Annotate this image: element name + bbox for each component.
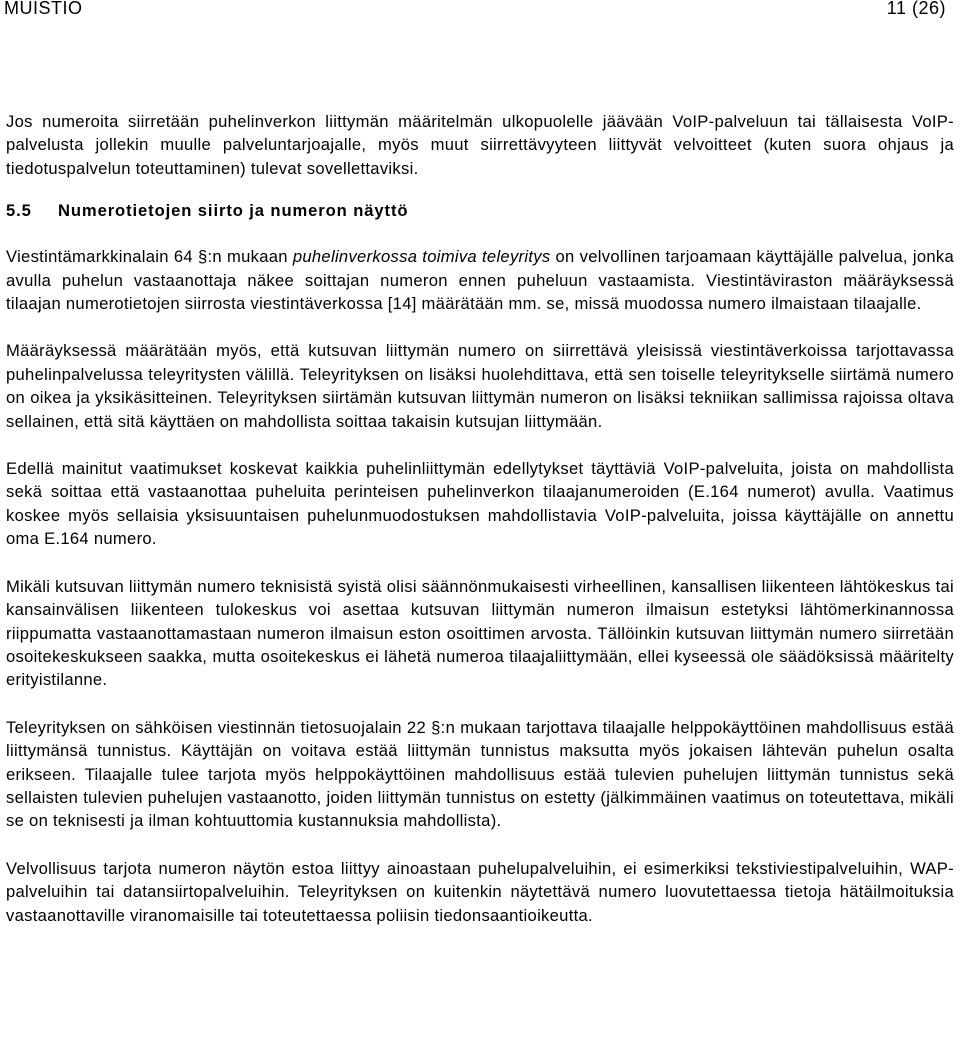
paragraph-blocking-scope: Velvollisuus tarjota numeron näytön estoa liittyy ainoastaan puhelupalveluihin, ei esimerkiksi tekstiviestipalveluihin, WAP-palveluihin tai datansiirtopalveluihin. Teleyrityksen on kuitenkin näytettävä numero luovutettaessa tietoja hätäilmoituksia vastaanottaville viranomaisille tai toteutettaessa poliisin tiedonsaantioikeutta. [6,858,954,925]
section-title: Numerotietojen siirto ja numeron näyttö [58,201,409,221]
paragraph-voip-number-portability: Jos numeroita siirretään puhelinverkon liittymän määritelmän ulkopuolelle jäävään VoIP-palveluun tai tällaisesta VoIP-palvelusta jollekin muulle palveluntarjoajalle, myös muut siirrettävyyteen liittyvät velvoitteet (kuten suora ohjaus ja tiedotuspalvelun toteuttaminen) tulevat sovellettaviksi. [6,112,954,178]
paragraph-number-transfer-rules: Määräyksessä määrätään myös, että kutsuvan liittymän numero on siirrettävä yleisissä viestintäverkoissa tarjottavassa puhelinpalvelussa teleyritysten välillä. Teleyrityksen on lisäksi huolehdittava, että sen toiselle teleyritykselle siirtämä numero on oikea ja yksikäsitteinen. Teleyrityksen siirtämän kutsuvan liittymän numeron on lisäksi tekniikan sallimissa rajoissa oltava sellainen, että sitä käyttäen on mahdollista soittaa takaisin kutsujan liittymään. [6,341,954,431]
page-header [0,0,960,22]
paragraph-text-after: on velvollinen tarjoamaan käyttäjälle palvelua, jonka avulla puhelun vastaanottaja näkee soittajan numeron ennen puheluun vastaamista. Viestintäviraston määräyksessä tilaajan numerotietojen siirrosta viestintäverkossa [14] määrätään mm. se, missä muodossa numero ilmaistaan tilaajalle. [6,247,954,314]
document-body [6,110,954,927]
paragraph-privacy-blocking: Teleyrityksen on sähköisen viestinnän tietosuojalain 22 §:n mukaan tarjottava tilaajalle helppokäyttöinen mahdollisuus estää liittymänsä tunnistus. Käyttäjän on voitava estää liittymän tunnistus maksutta myös jokaisen lähtevän puhelun osalta erikseen. Tilaajalle tulee tarjota myös helppokäyttöinen mahdollisuus estää tulevien puhelujen liittymän tunnistus sekä sellaisten tulevien puhelujen vastaanotto, joiden liittymän tunnistus on estetty (jälkimmäinen vaatimus on toteutettava, mikäli se on teknisesti ja ilman kohtuuttomia kustannuksia mahdollista). [6,717,954,831]
paragraph-text-before: Viestintämarkkinalain 64 §:n mukaan [6,247,293,267]
paragraph-faulty-number-handling: Mikäli kutsuvan liittymän numero teknisistä syistä olisi säännönmukaisesti virheellinen, kansallisen liikenteen lähtökeskus tai kansainvälisen liikenteen tulokeskus voi asettaa kutsuvan liittymän numeron ilmaisun estetyksi lähtömerkinannossa riippumatta vastaanottamastaan numeron ilmaisun eston osoittimen arvosta. Tällöinkin kutsuvan liittymän numero siirretään osoitekeskukseen saakka, mutta osoitekeskus ei lähetä numeroa tilaajaliittymään, ellei kyseessä ole säädöksissä määritelty erityistilanne. [6,576,954,690]
page-number: 11 (26) [886,0,946,18]
paragraph-caller-id-law [6,245,954,315]
paragraph-voip-requirements: Edellä mainitut vaatimukset koskevat kaikkia puhelinliittymän edellytykset täyttäviä VoIP-palveluita, joista on mahdollista sekä soittaa että vastaanottaa puheluita perinteisen puhelinverkon tilaajanumeroiden (E.164 numerot) avulla. Vaatimus koskee myös sellaisia yksisuuntaisen puhelunmuodostuksen mahdollistavia VoIP-palveluita, joissa käyttäjälle on annettu oma E.164 numero. [6,459,954,549]
section-heading [6,199,954,222]
emphasized-term: puhelinverkossa toimiva teleyritys [292,247,551,267]
section-number: 5.5 [6,201,32,221]
document-type-label: MUISTIO [4,0,83,18]
